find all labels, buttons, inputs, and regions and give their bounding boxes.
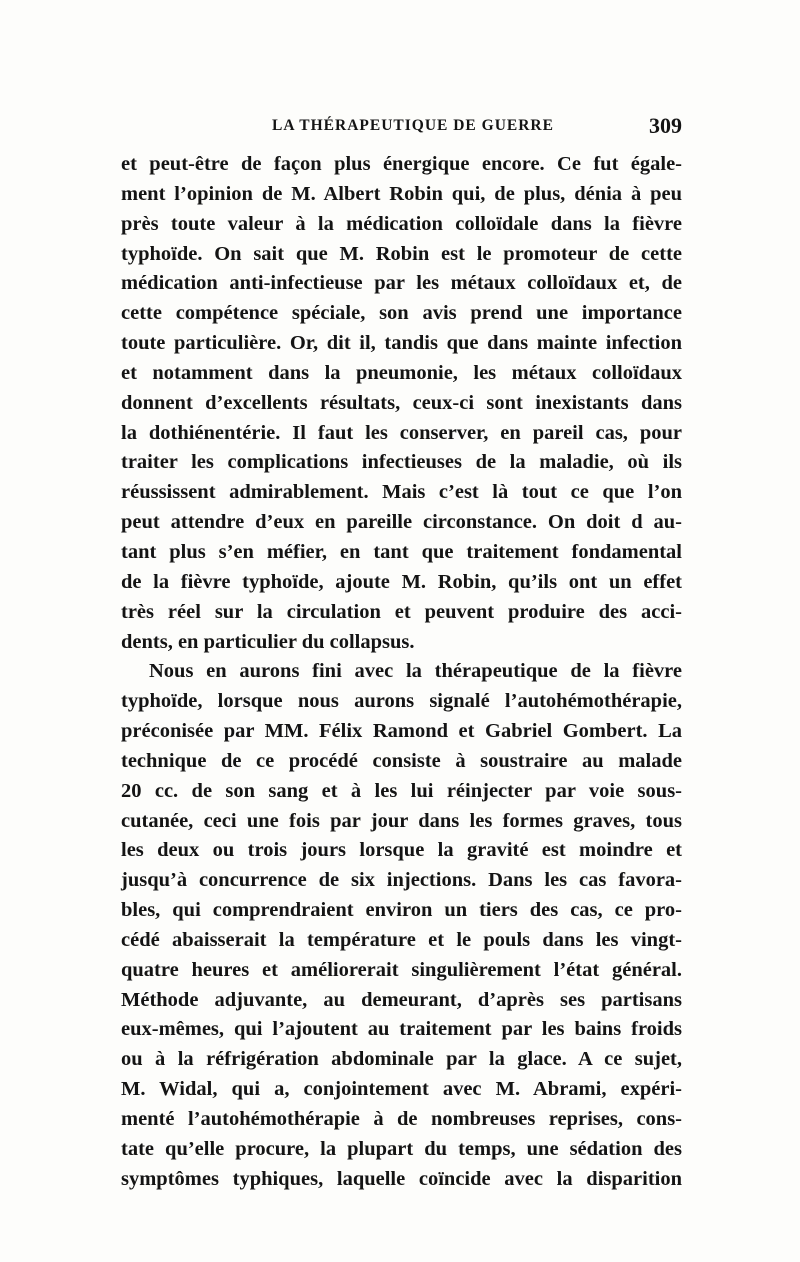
running-title: LA THÉRAPEUTIQUE DE GUERRE bbox=[272, 117, 554, 134]
paragraph-1 bbox=[121, 150, 682, 657]
text-line: typhoïde, lorsque nous aurons signalé l’autohémothérapie, bbox=[121, 690, 682, 713]
text-line: jusqu’à concurrence de six injections. Dans les cas favora- bbox=[121, 869, 682, 892]
text-line: Méthode adjuvante, au demeurant, d’après ses partisans bbox=[121, 988, 682, 1011]
text-line: très réel sur la circulation et peuvent produire des acci- bbox=[121, 600, 682, 623]
text-line: bles, qui comprendraient environ un tiers des cas, ce pro- bbox=[121, 899, 682, 922]
text-line: tant plus s’en méfier, en tant que traitement fondamental bbox=[121, 540, 682, 563]
text-line: Nous en aurons fini avec la thérapeutique de la fièvre bbox=[149, 660, 682, 683]
text-line: la dothiénentérie. Il faut les conserver, en pareil cas, pour bbox=[121, 421, 682, 444]
text-line: M. Widal, qui a, conjointement avec M. Abrami, expéri- bbox=[121, 1078, 682, 1101]
text-line: tate qu’elle procure, la plupart du temps, une sédation des bbox=[121, 1137, 682, 1160]
text-line: menté l’autohémothérapie à de nombreuses reprises, cons- bbox=[121, 1108, 682, 1130]
text-line: traiter les complications infectieuses de la maladie, où ils bbox=[121, 451, 682, 474]
text-line: quatre heures et améliorerait singulièrement l’état général. bbox=[121, 958, 682, 981]
running-head bbox=[122, 113, 682, 143]
text-line: de la fièvre typhoïde, ajoute M. Robin, qu’ils ont un effet bbox=[121, 570, 682, 593]
text-line: technique de ce procédé consiste à soustraire au malade bbox=[121, 749, 682, 772]
text-line: préconisée par MM. Félix Ramond et Gabriel Gombert. La bbox=[121, 720, 682, 743]
text-line: et notamment dans la pneumonie, les métaux colloïdaux bbox=[121, 361, 682, 384]
paragraph-2 bbox=[121, 657, 682, 1194]
text-line: ou à la réfrigération abdominale par la glace. A ce sujet, bbox=[121, 1048, 682, 1071]
text-line: cutanée, ceci une fois par jour dans les formes graves, tous bbox=[121, 809, 682, 832]
text-line: peut attendre d’eux en pareille circonstance. On doit d au- bbox=[121, 511, 682, 534]
text-line: cette compétence spéciale, son avis prend une importance bbox=[121, 302, 682, 325]
text-line: 20 cc. de son sang et à les lui réinjecter par voie sous- bbox=[121, 779, 682, 802]
text-line: symptômes typhiques, laquelle coïncide avec la disparition bbox=[121, 1167, 682, 1190]
text-line: médication anti-infectieuse par les métaux colloïdaux et, de bbox=[121, 272, 682, 295]
text-line: près toute valeur à la médication colloïdale dans la fièvre bbox=[121, 212, 682, 235]
text-line: eux-mêmes, qui l’ajoutent au traitement par les bains froids bbox=[121, 1018, 682, 1041]
text-line: dents, en particulier du collapsus. bbox=[121, 630, 415, 653]
text-line: typhoïde. On sait que M. Robin est le promoteur de cette bbox=[121, 242, 682, 265]
page-number: 309 bbox=[649, 113, 682, 138]
text-line: réussissent admirablement. Mais c’est là tout ce que l’on bbox=[121, 481, 682, 504]
body-text bbox=[121, 150, 682, 1195]
text-line: toute particulière. Or, dit il, tandis que dans mainte infection bbox=[121, 332, 682, 355]
text-line: et peut-être de façon plus énergique encore. Ce fut égale- bbox=[121, 153, 682, 175]
text-line: les deux ou trois jours lorsque la gravité est moindre et bbox=[121, 839, 682, 862]
text-line: donnent d’excellents résultats, ceux-ci sont inexistants dans bbox=[121, 391, 682, 414]
text-line: ment l’opinion de M. Albert Robin qui, de plus, dénia à peu bbox=[121, 182, 682, 205]
text-line: cédé abaisserait la température et le pouls dans les vingt- bbox=[121, 928, 682, 951]
